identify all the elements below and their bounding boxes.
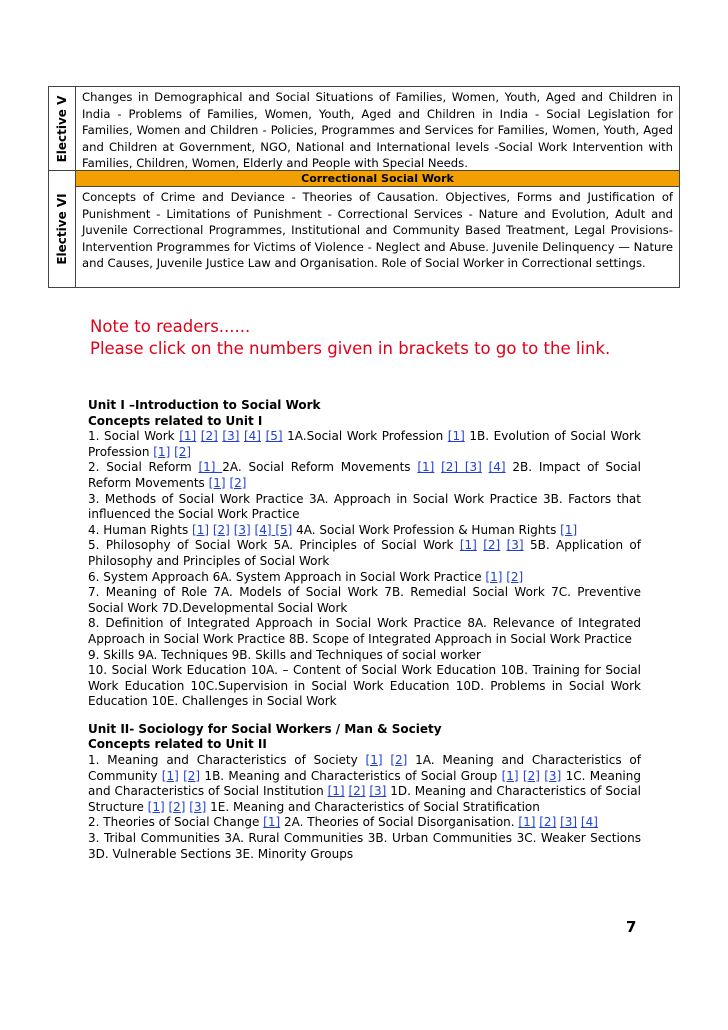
- concept-item: 9. Skills 9A. Techniques 9B. Skills and Techniques of social worker: [88, 647, 481, 662]
- section-band: Correctional Social Work: [76, 171, 679, 187]
- reference-link[interactable]: [5]: [265, 429, 283, 444]
- reference-link[interactable]: [3]: [233, 522, 251, 537]
- reference-link[interactable]: [5]: [275, 522, 293, 537]
- reference-link[interactable]: [2]: [441, 460, 465, 475]
- reference-link[interactable]: [1]: [179, 429, 197, 444]
- reference-link[interactable]: [2]: [390, 753, 408, 768]
- reference-link[interactable]: [4]: [580, 815, 598, 830]
- reference-link[interactable]: [1]: [459, 538, 477, 553]
- elective-row: [49, 171, 679, 287]
- unit-subtitle: Concepts related to Unit II: [88, 737, 267, 752]
- reference-link[interactable]: [3]: [506, 538, 524, 553]
- reference-link[interactable]: [3]: [369, 784, 387, 799]
- reference-link[interactable]: [2]: [348, 784, 366, 799]
- reference-link[interactable]: [2]: [168, 799, 186, 814]
- concept-item: 2. Theories of Social Change [1] 2A. Theories of Social Disorganisation. [1] [2] [3] [4]: [88, 815, 598, 830]
- page-number: 7: [626, 918, 637, 936]
- section-gap: [88, 710, 641, 722]
- reference-link[interactable]: [1]: [417, 460, 435, 475]
- unit-title: Unit II- Sociology for Social Workers / Man & Society: [88, 721, 442, 736]
- reference-link[interactable]: [2]: [539, 815, 557, 830]
- note-line: Please click on the numbers given in brackets to go to the link.: [90, 339, 611, 358]
- reference-link[interactable]: [2]: [183, 768, 201, 783]
- reference-link[interactable]: [1]: [501, 768, 519, 783]
- reference-link[interactable]: [1]: [365, 753, 383, 768]
- reference-link[interactable]: [2]: [212, 522, 230, 537]
- electives-table: [48, 86, 680, 288]
- units-content: [88, 398, 641, 862]
- reference-link[interactable]: [4]: [488, 460, 506, 475]
- reference-link[interactable]: [1]: [198, 460, 223, 475]
- reference-link[interactable]: [1]: [447, 429, 465, 444]
- reference-link[interactable]: [3]: [222, 429, 240, 444]
- unit-title: Unit I –Introduction to Social Work: [88, 398, 321, 412]
- concept-item: 2. Social Reform [1] 2A. Social Reform Movements [1] [2] [3] [4] 2B. Impact of Social Reform Movements [1] [2]: [88, 460, 641, 490]
- concept-item: 4. Human Rights [1] [2] [3] [4] [5] 4A. Social Work Profession & Human Rights [1]: [88, 522, 578, 537]
- reference-link[interactable]: [2]: [483, 538, 501, 553]
- reference-link[interactable]: [2]: [506, 569, 524, 584]
- concept-item: 10. Social Work Education 10A. – Content of Social Work Education 10B. Training for Social Work Education 10C.Supervision in Social Work Education 10D. Problems in Social Work Education 10E. Challenges in Social Work: [88, 663, 641, 709]
- concept-item: 8. Definition of Integrated Approach in Social Work Practice 8A. Relevance of Integrated Approach in Social Work Practice 8B. Scope of Integrated Approach in Social Work Practice: [88, 616, 641, 646]
- reference-link[interactable]: [1]: [147, 799, 165, 814]
- reference-link[interactable]: [3]: [544, 768, 562, 783]
- concept-item: 7. Meaning of Role 7A. Models of Social Work 7B. Remedial Social Work 7C. Preventive Social Work 7D.Developmental Social Work: [88, 585, 641, 615]
- elective-label: Elective V: [55, 95, 69, 162]
- elective-description: Changes in Demographical and Social Situations of Families, Women, Youth, Aged and Children in India - Problems of Families, Women, Youth, Aged and Children in India - Social Legislation for Families, Women and Children - Policies, Programmes and Services for Families, Women, Youth, Aged and Children at Government, NGO, National and International levels -Social Work Intervention with Families, Children, Women, Elderly and People with Special Needs.: [82, 90, 673, 170]
- elective-label: Elective VI: [55, 193, 69, 265]
- concept-item: 3. Methods of Social Work Practice 3A. Approach in Social Work Practice 3B. Factors that influenced the Social Work Practice: [88, 491, 641, 522]
- reference-link[interactable]: [1]: [192, 522, 210, 537]
- reference-link[interactable]: [1]: [518, 815, 536, 830]
- reference-link[interactable]: [3]: [189, 799, 207, 814]
- reference-link[interactable]: [2]: [174, 444, 192, 459]
- elective-label-cell: [49, 171, 76, 287]
- unit-subtitle: Concepts related to Unit I: [88, 413, 263, 428]
- note-to-readers: [90, 316, 610, 360]
- reference-link[interactable]: [1]: [485, 569, 503, 584]
- elective-row: [49, 87, 679, 171]
- reference-link[interactable]: [4]: [243, 429, 261, 444]
- reference-link[interactable]: [1]: [263, 815, 281, 830]
- concept-item: 3. Tribal Communities 3A. Rural Communities 3B. Urban Communities 3C. Weaker Sections 3D. Vulnerable Sections 3E. Minority Groups: [88, 831, 641, 861]
- elective-description: Concepts of Crime and Deviance - Theories of Causation. Objectives, Forms and Justification of Punishment - Limitations of Punishment - Correctional Services - Nature and Evolution, Adult and Juvenile Correctional Programmes, Institutional and Community Based Treatment, Legal Provisions-Intervention Programmes for Victims of Violence - Neglect and Abuse. Juvenile Delinquency — Nature and Causes, Juvenile Justice Law and Organisation. Role of Social Worker in Correctional settings.: [82, 190, 673, 270]
- reference-link[interactable]: [3]: [464, 460, 482, 475]
- reference-link[interactable]: [2]: [200, 429, 218, 444]
- reference-link[interactable]: [2]: [229, 475, 247, 490]
- reference-link[interactable]: [3]: [560, 815, 578, 830]
- reference-link[interactable]: [1]: [161, 768, 179, 783]
- concept-item: 5. Philosophy of Social Work 5A. Principles of Social Work [1] [2] [3] 5B. Application of Philosophy and Principles of Social Work: [88, 538, 641, 568]
- reference-link[interactable]: [1]: [560, 522, 578, 537]
- note-line: Note to readers......: [90, 317, 251, 336]
- elective-label-cell: [49, 87, 76, 170]
- reference-link[interactable]: [1]: [327, 784, 345, 799]
- concept-item: 6. System Approach 6A. System Approach in Social Work Practice [1] [2]: [88, 569, 524, 584]
- concept-item: 1. Meaning and Characteristics of Society [1] [2] 1A. Meaning and Characteristics of Community [1] [2] 1B. Meaning and Characteristics of Social Group [1] [2] [3] 1C. Meaning and Characteristics of Social Institution [1] [2] [3] 1D. Meaning and Characteristics of Social Structure [1] [2] [3] 1E. Meaning and Characteristics of Social Stratification: [88, 753, 641, 814]
- reference-link[interactable]: [4]: [254, 522, 276, 537]
- concept-item: 1. Social Work [1] [2] [3] [4] [5] 1A.Social Work Profession [1] 1B. Evolution of Social Work Profession [1] [2]: [88, 429, 641, 459]
- reference-link[interactable]: [2]: [522, 768, 540, 783]
- reference-link[interactable]: [1]: [153, 444, 171, 459]
- reference-link[interactable]: [1]: [208, 475, 226, 490]
